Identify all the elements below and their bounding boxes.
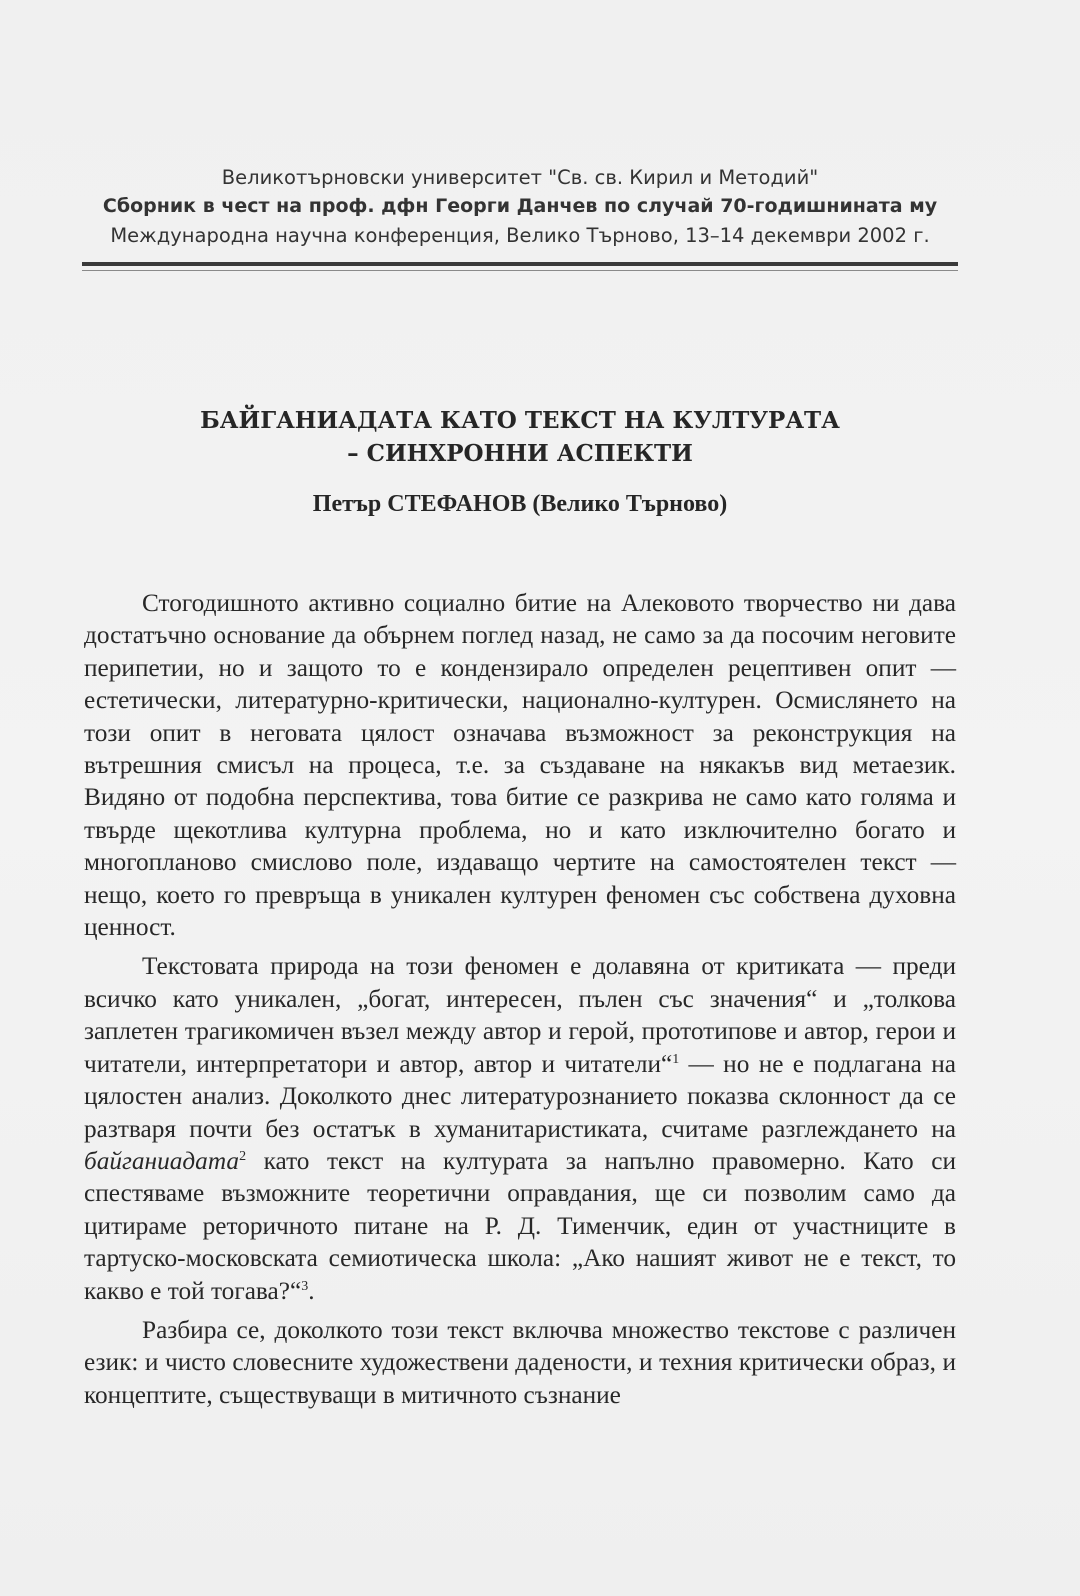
article-author: Петър СТЕФАНОВ (Велико Търново) bbox=[312, 491, 728, 517]
paragraph-2-part-b: — но не е подлагана на цялостен анализ. Доколкото днес литературознанието показва склонност да се разтваря почти без остатък в хуманитаристиката, считаме разглеждането на bbox=[84, 1049, 956, 1143]
paragraph-2-end: . bbox=[308, 1276, 315, 1305]
header-rule-thick bbox=[82, 262, 958, 266]
article-body bbox=[84, 587, 956, 1418]
footnote-ref-1[interactable]: 1 bbox=[672, 1051, 680, 1067]
paragraph-3: Разбира се, доколкото този текст включва множество текстове с различен език: и чисто словесните художествени дадености, и техния критически образ, и концептите, съществуващи в митичното съзнание bbox=[84, 1315, 956, 1409]
header-conference: Международна научна конференция, Велико Търново, 13–14 декември 2002 г. bbox=[110, 224, 930, 247]
emphasis-term: байганиадата bbox=[84, 1146, 240, 1175]
paragraph-1: Стогодишното активно социално битие на Алековото творчество ни дава достатъчно основание да обърнем поглед назад, не само за да посочим неговите перипетии, но и защото то е кондензирало определен рецептивен опит — естетически, литературно-критически, национално-културен. Осмислянето на този опит в неговата цялост означава възможност за реконструкция на вътрешния смисъл на процеса, т.е. за създаване на някакъв вид метаезик. Видяно от подобна перспектива, това битие се разкрива не само като голяма и твърде щекотлива културна проблема, но и като изключително богато и многопланово смислово поле, издаващо чертите на самостоятелен текст — нещо, което го превръща в уникален културен феномен със собствена духовна ценност. bbox=[84, 589, 956, 942]
paragraph-2 bbox=[84, 950, 956, 1306]
header-university: Великотърновски университет "Св. св. Кирил и Методий" bbox=[221, 166, 819, 189]
paragraph-2-part-a: Текстовата природа на този феномен е долавяна от критиката — преди всичко като уникален, „богат, интересен, пълен със значения“ и „толкова заплетен трагикомичен възел между автор и герой, прототипове и автор, герои и читатели, интерпретатори и автор, автор и читатели“ bbox=[84, 952, 956, 1078]
footnote-ref-3[interactable]: 3 bbox=[301, 1278, 309, 1294]
article-title-line2: – СИНХРОННИ АСПЕКТИ bbox=[347, 440, 693, 467]
header-rule-thin bbox=[82, 270, 958, 271]
article-title-line1: БАЙГАНИАДАТА КАТО ТЕКСТ НА КУЛТУРАТА bbox=[200, 407, 840, 434]
footnote-ref-2[interactable]: 2 bbox=[239, 1148, 247, 1164]
article-title bbox=[82, 404, 958, 470]
page-header bbox=[82, 163, 958, 250]
paragraph-2-part-c: като текст на културата за напълно правомерно. Като си спестяваме възможните теоретични оправдания, ще си позволим само да цитираме реторичното питане на Р. Д. Тименчик, един от участниците в тартуско-московската семиотическа школа: „Ако нашият живот не е текст, то какво е той тогава?“ bbox=[84, 1146, 956, 1305]
header-collection: Сборник в чест на проф. дфн Георги Данчев по случай 70-годишнината му bbox=[102, 195, 938, 217]
